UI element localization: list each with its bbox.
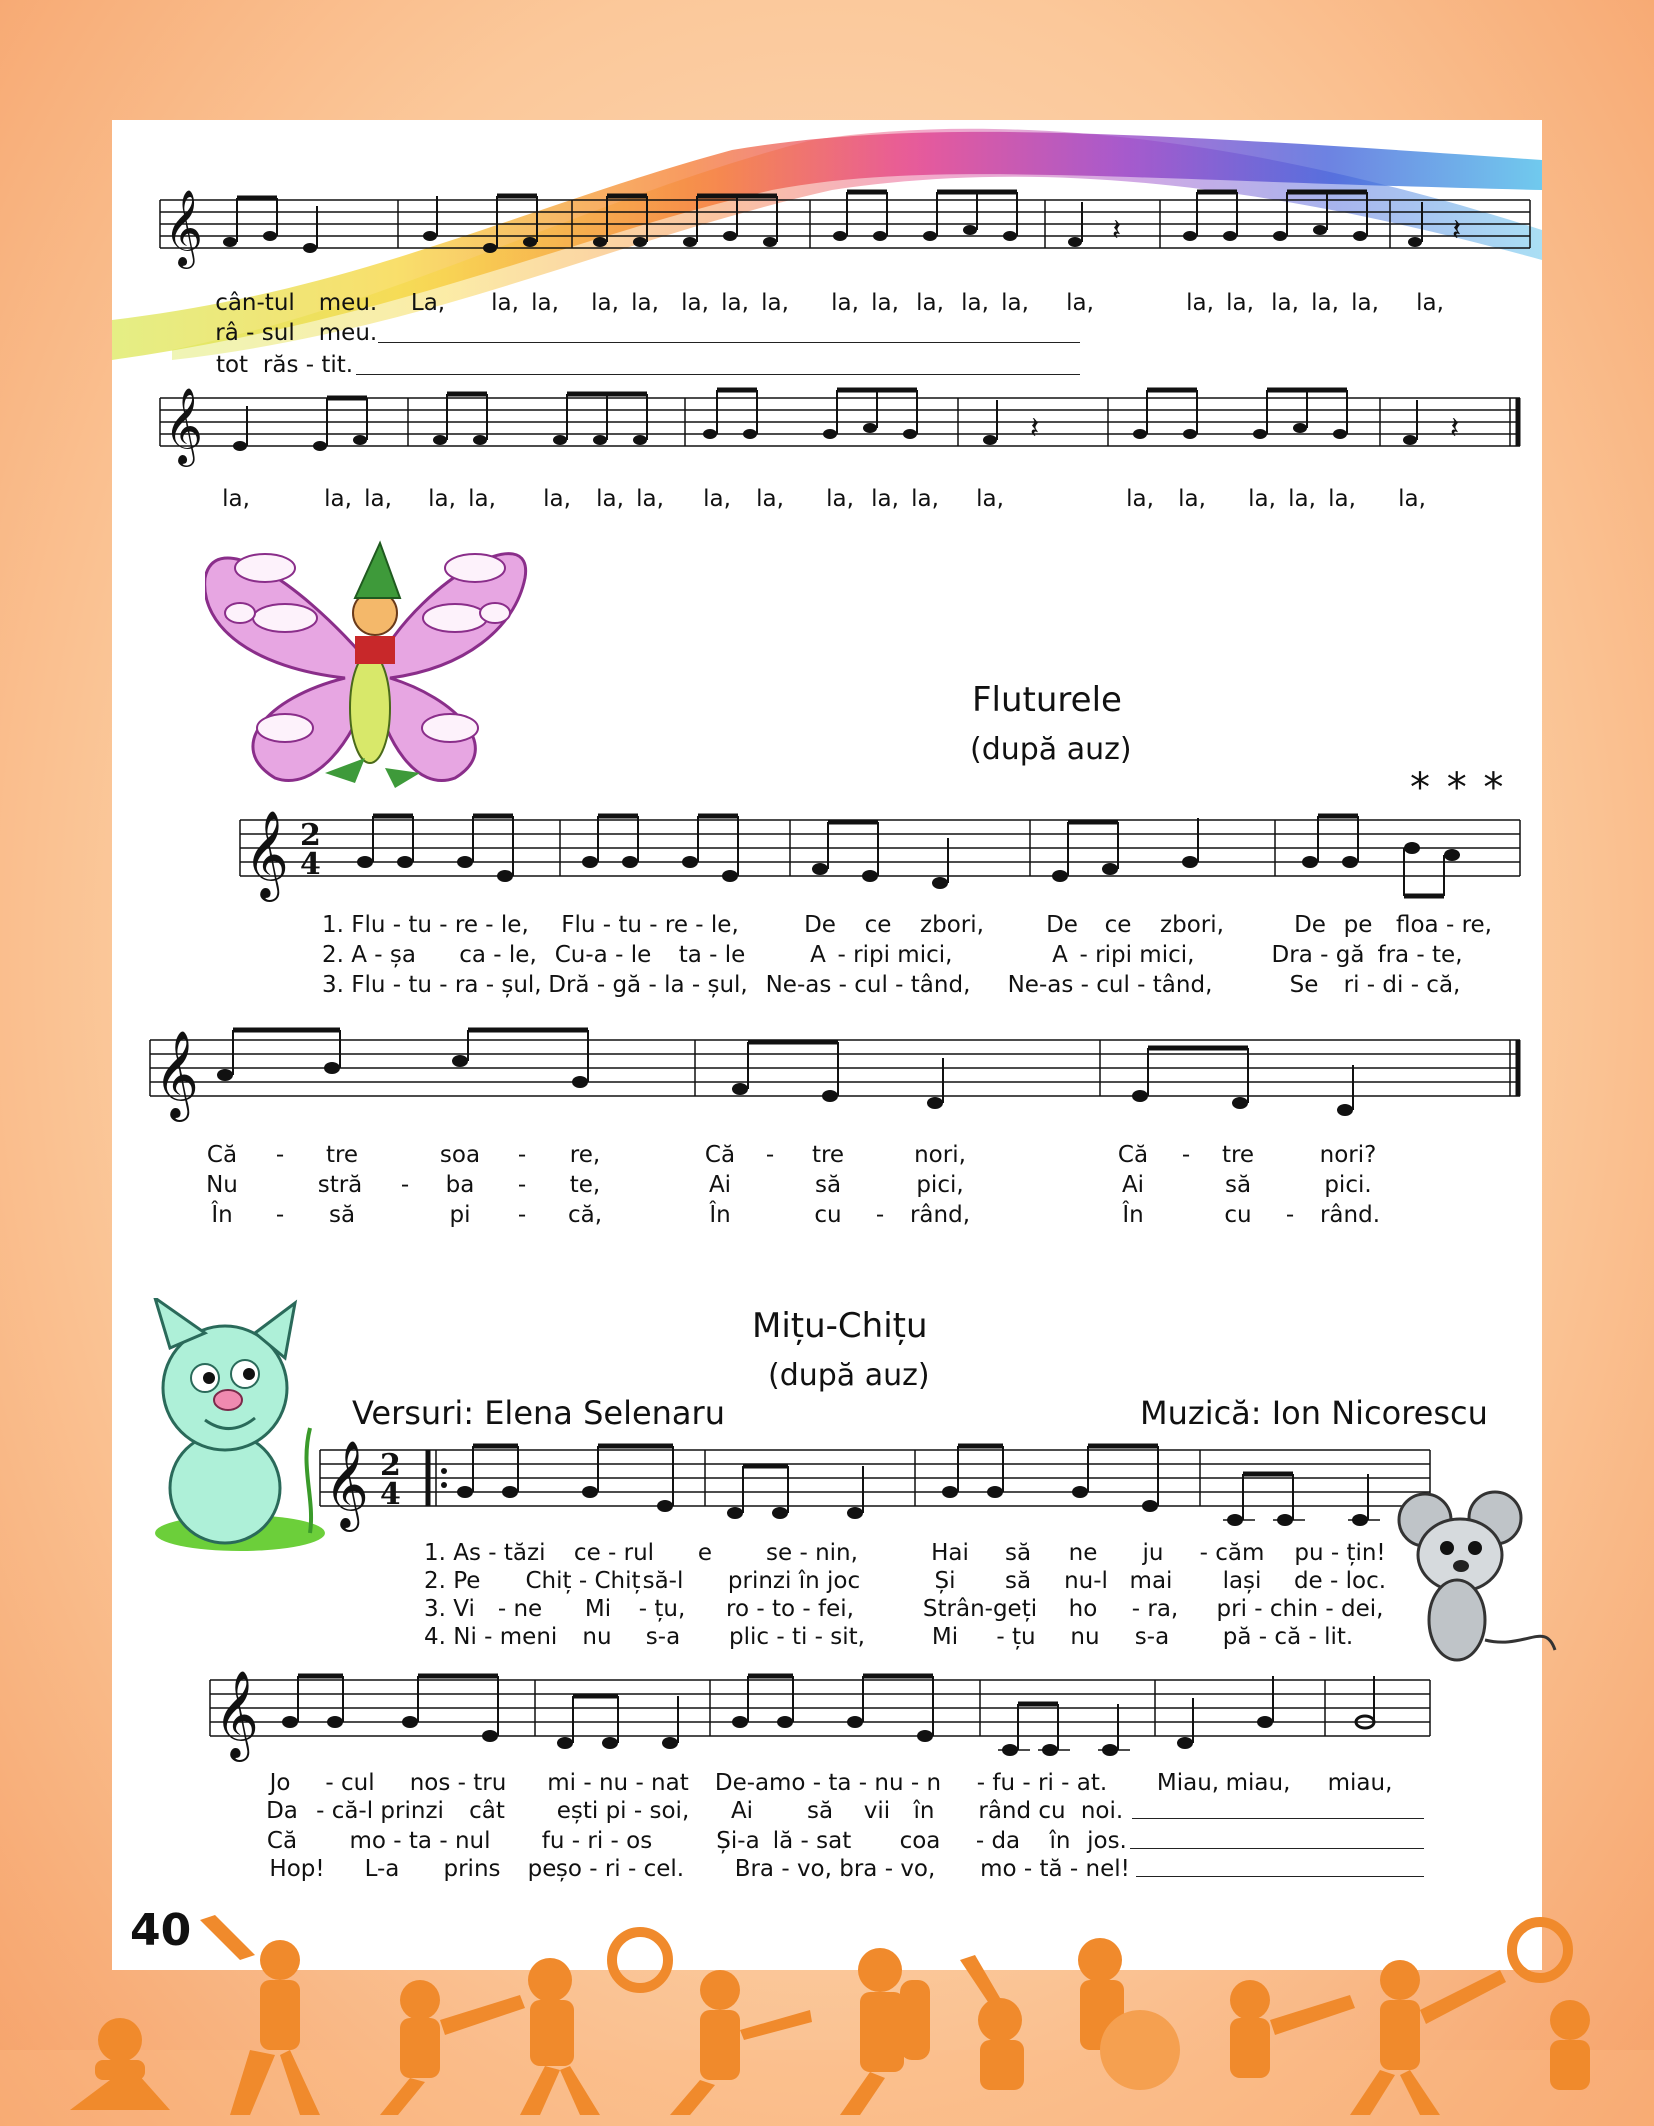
lyric-syllable: Mi (584, 1596, 612, 1622)
lyric-syllable: ca - le, (459, 942, 537, 968)
lyric-syllable: stră (317, 1172, 363, 1198)
lyric-syllable: meu. (318, 290, 378, 316)
lyrics-line (0, 1828, 1654, 1856)
lyric-syllable: De-a (714, 1770, 770, 1796)
lyric-syllable: - cul (325, 1770, 375, 1796)
lyric-syllable: la, (1311, 290, 1339, 316)
lyric-syllable: rând cu (978, 1798, 1066, 1824)
lyric-syllable: la, (1271, 290, 1299, 316)
lyric-syllable: la, (1351, 290, 1379, 316)
lyric-syllable: Că (206, 1142, 238, 1168)
lyric-syllable: la, (871, 290, 899, 316)
musicians-footer-decoration (0, 1900, 1654, 2126)
lyric-syllable: ri - di - că, (1343, 972, 1461, 998)
page-number: 40 (130, 1905, 192, 1956)
lyric-syllable: de - loc. (1293, 1568, 1387, 1594)
lyric-syllable: zbori, (920, 912, 984, 938)
lyric-syllable: cân-tul (215, 290, 295, 316)
lyric-syllable: să (1224, 1172, 1252, 1198)
lyric-syllable: 3. Vi (424, 1596, 475, 1622)
lyric-syllable: la, (871, 486, 899, 512)
composer-credit: Muzică: Ion Nicorescu (1140, 1394, 1488, 1432)
lyric-syllable: nu (1070, 1624, 1100, 1650)
lyric-syllable: rând, (909, 1202, 971, 1228)
lyric-syllable: cu (1224, 1202, 1252, 1228)
lyric-syllable: pici, (916, 1172, 964, 1198)
staff-mitu-1 (310, 1430, 1440, 1540)
lyric-syllable: ce - rul (573, 1540, 655, 1566)
lyric-syllable: la, (1248, 486, 1276, 512)
lyric-syllable: tre (1221, 1142, 1255, 1168)
lyric-syllable: ce (1104, 912, 1132, 938)
lyric-syllable: - da (975, 1828, 1021, 1854)
lyric-syllable: să (814, 1172, 842, 1198)
lyric-syllable: nu (582, 1624, 612, 1650)
lyric-syllable: la, (916, 290, 944, 316)
lyrics-line (0, 912, 1654, 940)
staff-system-2 (150, 378, 1550, 468)
lyric-syllable: lă - sat (772, 1828, 852, 1854)
lyric-syllable: - că-l prinzi (316, 1798, 444, 1824)
lyric-syllable: la, (1126, 486, 1154, 512)
lyric-syllable: s-a (1134, 1624, 1170, 1650)
lyric-syllable: miau, (1327, 1770, 1393, 1796)
svg-text:𝄞: 𝄞 (164, 387, 204, 464)
lyric-syllable: La, (410, 290, 446, 316)
lyric-syllable: - (1285, 1202, 1295, 1228)
lyric-syllable: Flu - tu - re - le, (561, 912, 739, 938)
svg-text:𝄞: 𝄞 (324, 1439, 369, 1528)
lyrics-line (0, 290, 1654, 318)
time-sig-bottom: 4 (380, 1477, 401, 1512)
lyric-syllable: se - nin, (766, 1540, 858, 1566)
lyric-syllable: mai (1129, 1568, 1173, 1594)
continuation-line (1130, 1848, 1424, 1849)
lyric-syllable: În (1122, 1202, 1144, 1228)
time-sig-top: 2 (380, 1448, 401, 1483)
lyric-syllable: la, (961, 290, 989, 316)
decorative-stars: * * * (1410, 765, 1506, 811)
lyric-syllable: lași (1222, 1568, 1262, 1594)
lyric-syllable: cât (469, 1798, 505, 1824)
lyric-syllable: A (810, 942, 826, 968)
lyric-syllable: mo - tă - nel! (980, 1856, 1130, 1882)
lyrics-line (0, 1172, 1654, 1200)
lyric-syllable: floa - re, (1396, 912, 1492, 938)
lyric-syllable: la, (911, 486, 939, 512)
mouse-illustration (1385, 1490, 1560, 1670)
lyric-syllable: 2. A - șa (322, 942, 416, 968)
lyric-syllable: Dră - gă - la - șul, (548, 972, 748, 998)
lyric-syllable: Nu (206, 1172, 238, 1198)
lyric-syllable: zbori, (1160, 912, 1224, 938)
lyric-syllable: Și-a (716, 1828, 760, 1854)
lyric-syllable: Jo (269, 1770, 291, 1796)
lyric-syllable: Ai (730, 1798, 754, 1824)
continuation-line (1136, 1876, 1424, 1877)
lyric-syllable: Ai (708, 1172, 732, 1198)
continuation-line (356, 374, 1080, 375)
lyric-syllable: prins (443, 1856, 501, 1882)
lyric-syllable: la, (1066, 290, 1094, 316)
lyric-syllable: fu - ri - os (541, 1828, 653, 1854)
lyric-syllable: 2. Pe (424, 1568, 481, 1594)
lyric-syllable: - (400, 1172, 410, 1198)
lyric-syllable: soa (439, 1142, 481, 1168)
lyric-syllable: mo - ta - nu - n (768, 1770, 942, 1796)
lyric-syllable: la, (761, 290, 789, 316)
lyric-syllable: la, (721, 290, 749, 316)
lyric-syllable: pe (1343, 912, 1373, 938)
lyric-syllable: Că (266, 1828, 298, 1854)
lyric-syllable: ro - to - fei, (726, 1596, 854, 1622)
lyric-syllable: la, (468, 486, 496, 512)
song-subtitle: (după auz) (768, 1358, 930, 1393)
lyric-syllable: - fu - ri - at. (976, 1770, 1108, 1796)
song-title: Fluturele (972, 680, 1122, 720)
lyric-syllable: prinzi în joc (727, 1568, 861, 1594)
lyric-syllable: la, (756, 486, 784, 512)
lyric-syllable: pu - țin! (1294, 1540, 1386, 1566)
lyric-syllable: pă - că - lit. (1222, 1624, 1354, 1650)
lyrics-line (0, 486, 1654, 514)
lyric-syllable: - țu, (638, 1596, 686, 1622)
lyric-syllable: la, (1416, 290, 1444, 316)
lyric-syllable: la, (1178, 486, 1206, 512)
lyric-syllable: - (517, 1172, 527, 1198)
lyric-syllable: Cu-a - le (554, 942, 652, 968)
lyric-syllable: să (806, 1798, 834, 1824)
svg-text:𝄽: 𝄽 (1450, 411, 1460, 446)
song-title: Mițu-Chițu (752, 1306, 928, 1346)
lyric-syllable: nu-l (1064, 1568, 1108, 1594)
svg-text:𝄞: 𝄞 (154, 1029, 199, 1118)
lyrics-line (0, 1856, 1654, 1884)
lyric-syllable: la, (324, 486, 352, 512)
lyric-syllable: nori, (914, 1142, 966, 1168)
lyric-syllable: Și (934, 1568, 956, 1594)
lyric-syllable: la, (976, 486, 1004, 512)
lyric-syllable: În (211, 1202, 233, 1228)
lyric-syllable: la, (531, 290, 559, 316)
butterfly-elf-illustration (205, 518, 535, 793)
lyric-syllable: În (709, 1202, 731, 1228)
lyric-syllable: - ne (497, 1596, 543, 1622)
lyric-syllable: e (697, 1540, 713, 1566)
lyric-syllable: noi. (1080, 1798, 1124, 1824)
lyric-syllable: - căm (1199, 1540, 1265, 1566)
lyric-syllable: Hop! (269, 1856, 325, 1882)
svg-text:𝄞: 𝄞 (214, 1669, 259, 1758)
lyric-syllable: mo - ta - nul (349, 1828, 491, 1854)
staff-fluturele-1 (230, 800, 1560, 910)
lyric-syllable: Chiț - Chiț (525, 1568, 641, 1594)
lyric-syllable: la, (826, 486, 854, 512)
lyric-syllable: la, (831, 290, 859, 316)
lyric-syllable: Dra - gă (1271, 942, 1365, 968)
lyric-syllable: Ne-as - cul - tând, (1007, 972, 1213, 998)
lyric-syllable: ta - le (678, 942, 746, 968)
lyric-syllable: - ripi mici, (837, 942, 953, 968)
lyrics-line (0, 1142, 1654, 1170)
lyric-syllable: mi - nu - nat (547, 1770, 689, 1796)
lyric-syllable: nos - tru (409, 1770, 507, 1796)
song-subtitle: (după auz) (970, 732, 1132, 767)
cat-illustration (125, 1298, 325, 1558)
lyric-syllable: - (1181, 1142, 1191, 1168)
lyric-syllable: Se (1289, 972, 1319, 998)
lyric-syllable: la, (703, 486, 731, 512)
lyric-syllable: plic - ti - sit, (729, 1624, 865, 1650)
lyric-syllable: - (765, 1142, 775, 1168)
lyric-syllable: pici. (1324, 1172, 1372, 1198)
lyric-syllable: meu. (318, 320, 378, 346)
lyric-syllable: la, (543, 486, 571, 512)
lyric-syllable: tre (811, 1142, 845, 1168)
lyric-syllable: la, (636, 486, 664, 512)
lyric-syllable: De (1046, 912, 1078, 938)
lyric-syllable: Hai (931, 1540, 969, 1566)
lyrics-line (0, 1202, 1654, 1230)
lyric-syllable: 1. As - tăzi (424, 1540, 546, 1566)
time-sig-top: 2 (300, 818, 321, 853)
lyric-syllable: la, (1226, 290, 1254, 316)
lyric-syllable: râ - sul (215, 320, 295, 346)
lyric-syllable: la, (591, 290, 619, 316)
lyrics-line (0, 320, 1654, 348)
lyric-syllable: Că (1117, 1142, 1149, 1168)
lyric-syllable: A (1052, 942, 1068, 968)
lyric-syllable: că, (567, 1202, 603, 1228)
lyric-syllable: nori? (1319, 1142, 1377, 1168)
lyric-syllable: răs - tit. (262, 352, 354, 378)
lyric-syllable: De (1294, 912, 1326, 938)
continuation-line (1132, 1818, 1424, 1819)
lyric-syllable: - (275, 1142, 285, 1168)
lyric-syllable: te, (569, 1172, 601, 1198)
lyric-syllable: De (804, 912, 836, 938)
lyric-syllable: L-a (364, 1856, 400, 1882)
time-sig-bottom: 4 (300, 847, 321, 882)
lyric-syllable: să (1004, 1568, 1032, 1594)
lyric-syllable: rând. (1319, 1202, 1381, 1228)
continuation-line (378, 342, 1080, 343)
lyric-syllable: la, (631, 290, 659, 316)
lyric-syllable: Miau, (1156, 1770, 1220, 1796)
lyrics-line (0, 972, 1654, 1000)
lyric-syllable: tot (215, 352, 249, 378)
lyric-syllable: la, (1001, 290, 1029, 316)
lyric-syllable: ce (864, 912, 892, 938)
lyric-syllable: fra - te, (1377, 942, 1463, 968)
lyric-syllable: - (517, 1202, 527, 1228)
lyric-syllable: șo - ri - cel. (555, 1856, 685, 1882)
lyric-syllable: Ai (1121, 1172, 1145, 1198)
lyric-syllable: pi (449, 1202, 471, 1228)
svg-text:𝄽: 𝄽 (1030, 411, 1040, 446)
lyric-syllable: pri - chin - dei, (1216, 1596, 1384, 1622)
lyric-syllable: la, (364, 486, 392, 512)
lyric-syllable: Mi (931, 1624, 959, 1650)
lyric-syllable: la, (1328, 486, 1356, 512)
lyric-syllable: Bra - vo, bra - vo, (734, 1856, 936, 1882)
svg-text:𝄽: 𝄽 (1452, 213, 1462, 248)
lyric-syllable: re, (569, 1142, 601, 1168)
lyric-syllable: jos. (1087, 1828, 1127, 1854)
lyric-syllable: 1. Flu - tu - re - le, (322, 912, 529, 938)
lyric-syllable: - ripi mici, (1079, 942, 1195, 968)
lyric-syllable: tre (325, 1142, 359, 1168)
lyric-syllable: - ra, (1131, 1596, 1179, 1622)
lyric-syllable: Da (266, 1798, 298, 1824)
staff-fluturele-2 (140, 1020, 1550, 1130)
staff-system-1 (150, 180, 1550, 270)
lyric-syllable: pe (527, 1856, 557, 1882)
lyric-syllable: 3. Flu - tu - ra - șul, (322, 972, 542, 998)
lyric-syllable: 4. Ni - meni (424, 1624, 558, 1650)
svg-text:𝄞: 𝄞 (164, 189, 204, 266)
lyrics-line (0, 942, 1654, 970)
lyrics-line (0, 1798, 1654, 1826)
lyric-syllable: s-a (645, 1624, 681, 1650)
lyric-syllable: ba (445, 1172, 475, 1198)
lyrics-line (0, 352, 1654, 380)
svg-text:𝄽: 𝄽 (1112, 213, 1122, 248)
lyric-syllable: la, (1186, 290, 1214, 316)
lyric-syllable: ju (1142, 1540, 1164, 1566)
lyric-syllable: la, (222, 486, 250, 512)
lyric-syllable: cu (814, 1202, 842, 1228)
lyric-syllable: ne (1068, 1540, 1098, 1566)
lyric-syllable: Că (704, 1142, 736, 1168)
lyric-syllable: la, (1398, 486, 1426, 512)
lyric-syllable: ho (1068, 1596, 1098, 1622)
lyric-syllable: să (328, 1202, 356, 1228)
lyric-syllable: la, (491, 290, 519, 316)
lyric-syllable: la, (596, 486, 624, 512)
lyric-syllable: la, (681, 290, 709, 316)
lyricist-credit: Versuri: Elena Selenaru (352, 1394, 725, 1432)
lyrics-line (0, 1770, 1654, 1798)
svg-text:𝄞: 𝄞 (244, 809, 289, 898)
lyric-syllable: - (275, 1202, 285, 1228)
lyric-syllable: - (875, 1202, 885, 1228)
lyric-syllable: Ne-as - cul - tând, (765, 972, 971, 998)
staff-mitu-2 (200, 1660, 1440, 1770)
lyric-syllable: vii (863, 1798, 891, 1824)
lyric-syllable: - țu (996, 1624, 1036, 1650)
lyric-syllable: Strân-geți (922, 1596, 1038, 1622)
lyric-syllable: ești pi - soi, (556, 1798, 690, 1824)
lyric-syllable: în (913, 1798, 935, 1824)
lyric-syllable: coa (899, 1828, 941, 1854)
lyric-syllable: să-l (642, 1568, 684, 1594)
lyric-syllable: la, (1288, 486, 1316, 512)
lyric-syllable: miau, (1225, 1770, 1291, 1796)
lyric-syllable: la, (428, 486, 456, 512)
lyric-syllable: în (1049, 1828, 1071, 1854)
lyric-syllable: să (1004, 1540, 1032, 1566)
lyric-syllable: - (517, 1142, 527, 1168)
